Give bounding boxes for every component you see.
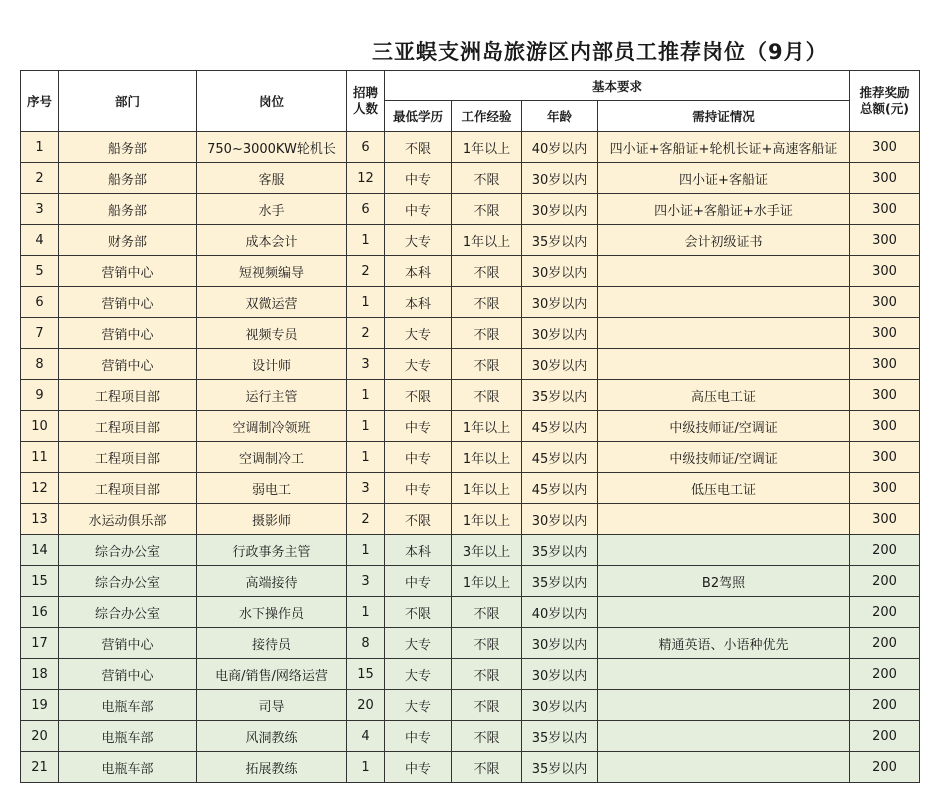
cell-reward: 300 [850,380,920,411]
job-table [20,70,920,783]
cell-count: 20 [347,690,385,721]
cell-age: 40岁以内 [522,132,598,163]
cell-cert [598,597,850,628]
cell-cert: 低压电工证 [598,473,850,504]
cell-exp: 不限 [452,752,522,783]
cell-position: 设计师 [197,349,347,380]
cell-position: 高端接待 [197,566,347,597]
cell-position: 客服 [197,163,347,194]
cell-cert: B2驾照 [598,566,850,597]
cell-position: 成本会计 [197,225,347,256]
cell-age: 30岁以内 [522,256,598,287]
cell-position: 水手 [197,194,347,225]
cell-count: 6 [347,132,385,163]
cell-dept: 工程项目部 [59,380,197,411]
table-row [21,194,920,225]
cell-cert [598,256,850,287]
cell-cert [598,690,850,721]
cell-position: 司导 [197,690,347,721]
cell-exp: 不限 [452,380,522,411]
cell-exp: 不限 [452,194,522,225]
cell-seq: 14 [21,535,59,566]
cell-edu: 不限 [385,132,452,163]
cell-reward: 300 [850,132,920,163]
cell-position: 水下操作员 [197,597,347,628]
header-seq: 序号 [21,71,59,132]
cell-seq: 12 [21,473,59,504]
table-row [21,411,920,442]
cell-age: 45岁以内 [522,442,598,473]
table-row [21,163,920,194]
cell-position: 接待员 [197,628,347,659]
cell-seq: 3 [21,194,59,225]
cell-edu: 中专 [385,442,452,473]
cell-position: 视频专员 [197,318,347,349]
cell-exp: 不限 [452,287,522,318]
cell-edu: 不限 [385,504,452,535]
cell-seq: 18 [21,659,59,690]
cell-count: 1 [347,442,385,473]
cell-dept: 综合办公室 [59,597,197,628]
cell-edu: 大专 [385,349,452,380]
cell-dept: 营销中心 [59,256,197,287]
cell-count: 6 [347,194,385,225]
cell-count: 12 [347,163,385,194]
cell-position: 摄影师 [197,504,347,535]
table-row [21,597,920,628]
cell-dept: 营销中心 [59,349,197,380]
cell-exp: 不限 [452,163,522,194]
cell-reward: 300 [850,504,920,535]
cell-position: 短视频编导 [197,256,347,287]
cell-cert: 精通英语、小语种优先 [598,628,850,659]
cell-reward: 200 [850,628,920,659]
cell-position: 行政事务主管 [197,535,347,566]
cell-dept: 船务部 [59,163,197,194]
cell-dept: 电瓶车部 [59,752,197,783]
table-row [21,721,920,752]
cell-seq: 19 [21,690,59,721]
cell-edu: 大专 [385,318,452,349]
cell-reward: 200 [850,752,920,783]
cell-dept: 水运动俱乐部 [59,504,197,535]
table-row [21,566,920,597]
cell-count: 1 [347,225,385,256]
cell-cert: 四小证+客船证+轮机长证+高速客船证 [598,132,850,163]
cell-exp: 不限 [452,597,522,628]
cell-edu: 本科 [385,535,452,566]
cell-cert: 四小证+客船证 [598,163,850,194]
cell-count: 1 [347,535,385,566]
table-row [21,349,920,380]
cell-dept: 财务部 [59,225,197,256]
header-exp: 工作经验 [452,101,522,132]
cell-dept: 船务部 [59,194,197,225]
cell-cert: 高压电工证 [598,380,850,411]
cell-exp: 1年以上 [452,504,522,535]
header-count-line1: 招聘 [352,85,378,100]
cell-dept: 综合办公室 [59,535,197,566]
cell-edu: 本科 [385,287,452,318]
cell-exp: 1年以上 [452,566,522,597]
cell-dept: 综合办公室 [59,566,197,597]
cell-exp: 1年以上 [452,225,522,256]
cell-position: 电商/销售/网络运营 [197,659,347,690]
cell-edu: 中专 [385,411,452,442]
cell-edu: 大专 [385,690,452,721]
cell-cert [598,535,850,566]
table-row [21,659,920,690]
cell-age: 35岁以内 [522,225,598,256]
table-row [21,473,920,504]
table-row [21,132,920,163]
cell-position: 弱电工 [197,473,347,504]
cell-cert: 四小证+客船证+水手证 [598,194,850,225]
cell-count: 3 [347,473,385,504]
table-row [21,225,920,256]
cell-edu: 中专 [385,721,452,752]
cell-reward: 300 [850,473,920,504]
cell-dept: 船务部 [59,132,197,163]
cell-exp: 1年以上 [452,473,522,504]
cell-count: 1 [347,597,385,628]
cell-edu: 中专 [385,473,452,504]
header-reward-line1: 推荐奖励 [859,85,910,100]
cell-seq: 16 [21,597,59,628]
cell-edu: 大专 [385,225,452,256]
cell-count: 1 [347,287,385,318]
cell-seq: 5 [21,256,59,287]
cell-count: 2 [347,318,385,349]
cell-seq: 10 [21,411,59,442]
cell-reward: 300 [850,163,920,194]
header-reward [850,71,920,132]
cell-reward: 300 [850,411,920,442]
cell-position: 双微运营 [197,287,347,318]
cell-cert: 中级技师证/空调证 [598,442,850,473]
header-edu: 最低学历 [385,101,452,132]
header-dept: 部门 [59,71,197,132]
cell-age: 30岁以内 [522,194,598,225]
table-header [21,71,920,132]
cell-age: 30岁以内 [522,659,598,690]
header-cert: 需持证情况 [598,101,850,132]
cell-seq: 13 [21,504,59,535]
header-basic-requirements: 基本要求 [385,71,850,101]
header-count-line2: 人数 [352,101,378,116]
cell-reward: 200 [850,535,920,566]
cell-age: 30岁以内 [522,690,598,721]
cell-seq: 1 [21,132,59,163]
cell-count: 4 [347,721,385,752]
cell-seq: 2 [21,163,59,194]
cell-seq: 4 [21,225,59,256]
cell-reward: 300 [850,442,920,473]
header-position: 岗位 [197,71,347,132]
cell-age: 30岁以内 [522,287,598,318]
table-row [21,287,920,318]
cell-dept: 工程项目部 [59,442,197,473]
cell-exp: 不限 [452,256,522,287]
cell-count: 3 [347,349,385,380]
cell-exp: 不限 [452,628,522,659]
cell-position: 运行主管 [197,380,347,411]
cell-seq: 15 [21,566,59,597]
cell-seq: 17 [21,628,59,659]
cell-count: 15 [347,659,385,690]
table-row [21,380,920,411]
cell-reward: 200 [850,597,920,628]
cell-exp: 不限 [452,690,522,721]
header-age: 年龄 [522,101,598,132]
cell-age: 35岁以内 [522,535,598,566]
cell-seq: 7 [21,318,59,349]
cell-reward: 200 [850,566,920,597]
cell-age: 30岁以内 [522,318,598,349]
cell-exp: 1年以上 [452,411,522,442]
cell-age: 45岁以内 [522,473,598,504]
cell-seq: 20 [21,721,59,752]
cell-count: 2 [347,256,385,287]
cell-edu: 中专 [385,194,452,225]
cell-cert [598,721,850,752]
cell-seq: 6 [21,287,59,318]
cell-dept: 营销中心 [59,318,197,349]
cell-reward: 200 [850,690,920,721]
cell-reward: 300 [850,194,920,225]
page-title: 三亚蜈支洲岛旅游区内部员工推荐岗位（9月） [372,40,828,64]
cell-edu: 中专 [385,566,452,597]
header-reward-line2: 总额(元) [860,101,909,116]
cell-count: 3 [347,566,385,597]
cell-seq: 8 [21,349,59,380]
cell-age: 30岁以内 [522,349,598,380]
cell-position: 空调制冷工 [197,442,347,473]
cell-position: 空调制冷领班 [197,411,347,442]
header-count [347,71,385,132]
cell-exp: 不限 [452,721,522,752]
cell-edu: 大专 [385,659,452,690]
table-body [21,132,920,783]
cell-age: 35岁以内 [522,380,598,411]
cell-exp: 3年以上 [452,535,522,566]
cell-dept: 营销中心 [59,287,197,318]
cell-reward: 200 [850,659,920,690]
cell-count: 1 [347,411,385,442]
cell-age: 35岁以内 [522,752,598,783]
cell-position: 拓展教练 [197,752,347,783]
cell-exp: 1年以上 [452,442,522,473]
cell-dept: 营销中心 [59,659,197,690]
cell-dept: 营销中心 [59,628,197,659]
cell-cert [598,349,850,380]
cell-cert [598,318,850,349]
cell-age: 30岁以内 [522,628,598,659]
cell-cert [598,752,850,783]
cell-count: 1 [347,752,385,783]
table-row [21,690,920,721]
cell-dept: 工程项目部 [59,473,197,504]
table-row [21,442,920,473]
cell-dept: 电瓶车部 [59,690,197,721]
cell-position: 风洞教练 [197,721,347,752]
cell-age: 30岁以内 [522,504,598,535]
cell-exp: 不限 [452,659,522,690]
cell-age: 40岁以内 [522,597,598,628]
cell-edu: 不限 [385,380,452,411]
cell-exp: 不限 [452,318,522,349]
cell-edu: 不限 [385,597,452,628]
cell-reward: 300 [850,256,920,287]
cell-seq: 11 [21,442,59,473]
cell-reward: 300 [850,225,920,256]
cell-dept: 工程项目部 [59,411,197,442]
cell-age: 35岁以内 [522,721,598,752]
cell-cert: 中级技师证/空调证 [598,411,850,442]
cell-count: 2 [347,504,385,535]
table-row [21,318,920,349]
cell-reward: 300 [850,287,920,318]
cell-age: 45岁以内 [522,411,598,442]
table-row [21,535,920,566]
cell-dept: 电瓶车部 [59,721,197,752]
cell-count: 1 [347,380,385,411]
cell-exp: 1年以上 [452,132,522,163]
cell-cert: 会计初级证书 [598,225,850,256]
cell-cert [598,287,850,318]
cell-exp: 不限 [452,349,522,380]
cell-cert [598,504,850,535]
cell-age: 30岁以内 [522,163,598,194]
table-row [21,752,920,783]
cell-edu: 本科 [385,256,452,287]
cell-reward: 300 [850,349,920,380]
cell-seq: 9 [21,380,59,411]
cell-position: 750~3000KW轮机长 [197,132,347,163]
cell-edu: 大专 [385,628,452,659]
cell-cert [598,659,850,690]
cell-count: 8 [347,628,385,659]
cell-reward: 200 [850,721,920,752]
cell-seq: 21 [21,752,59,783]
cell-reward: 300 [850,318,920,349]
cell-edu: 中专 [385,163,452,194]
table-row [21,256,920,287]
table-row [21,628,920,659]
cell-age: 35岁以内 [522,566,598,597]
cell-edu: 中专 [385,752,452,783]
table-row [21,504,920,535]
